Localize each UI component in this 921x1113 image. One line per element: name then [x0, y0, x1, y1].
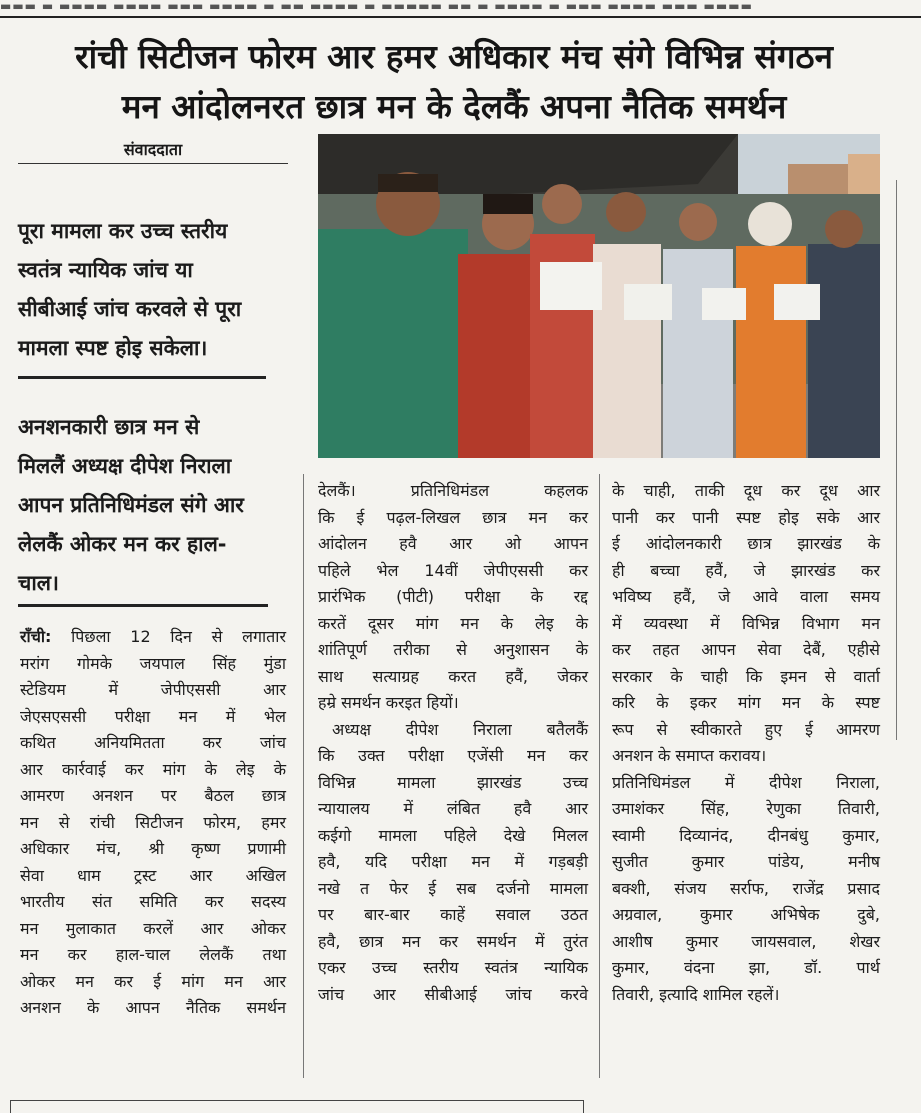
- article-line: आशीष कुमार जायसवाल, शेखर: [612, 931, 880, 951]
- article-line: हवै, छात्र मन कर समर्थन में तुरंत: [318, 931, 588, 951]
- next-article-box: [10, 1100, 584, 1113]
- article-line: अधिकार मंच, श्री कृष्ण प्रणामी: [20, 839, 286, 858]
- adjacent-article-fragment: [906, 220, 921, 740]
- article-line: उमाशंकर सिंह, रेणुका तिवारी,: [612, 799, 880, 818]
- pullquote-line: अनशनकारी छात्र मन से: [18, 415, 200, 439]
- article-line: कर तहत आपन सेवा देबैं, एहीसे: [612, 640, 880, 659]
- protest-photo-illustration: [318, 134, 880, 458]
- article-line: अनशन के समाप्त करावय।: [612, 746, 767, 765]
- dateline: राँची:: [20, 627, 52, 646]
- article-line: प्रारंभिक (पीटी) परीक्षा के रद्द: [318, 587, 588, 606]
- article-line: मन कर हाल-चाल लेलकैं तथा: [20, 945, 286, 964]
- article-line: विभिन्न मामला झारखंड उच्च: [318, 772, 588, 792]
- article-line: बक्शी, संजय सर्राफ, राजेंद्र प्रसाद: [612, 878, 880, 898]
- article-line: करि के इकर मांग मन के स्पष्ट: [612, 693, 880, 712]
- article-line: जेएसएससी परीक्षा मन में भेल: [20, 706, 286, 726]
- article-line: कि उक्त परीक्षा एजेंसी मन कर: [318, 746, 588, 765]
- article-line: मरांग गोमके जयपाल सिंह मुंडा: [20, 653, 286, 673]
- article-line: न्यायालय में लंबित हवै आर: [318, 799, 588, 818]
- article-line: ई आंदोलनकारी छात्र झारखंड के: [612, 534, 880, 553]
- article-column-2: [318, 478, 588, 1008]
- article-line: मन मुलाकात करलें आर ओकर: [20, 918, 286, 938]
- article-line: अग्रवाल, कुमार अभिषेक दुबे,: [612, 905, 880, 924]
- pullquote-line: पूरा मामला कर उच्च स्तरीय: [18, 219, 228, 243]
- article-line: ही बच्चा हवैं, जे झारखंड कर: [612, 560, 880, 580]
- article-line: आर कार्रवाई कर मांग के लेइ के: [20, 759, 286, 779]
- article-line: ओकर मन कर ई मांग मन आर: [20, 971, 286, 991]
- pullquote-rule: [18, 376, 266, 379]
- headline-line-2: मन आंदोलनरत छात्र मन के देलकैं अपना नैतिक समर्थन: [121, 87, 787, 126]
- pullquote-line: स्वतंत्र न्यायिक जांच या: [18, 258, 193, 282]
- article-line: अध्यक्ष दीपेश निराला बतैलकैं: [332, 719, 588, 739]
- article-line: कथित अनियमितता कर जांच: [20, 733, 286, 752]
- article-line: सरकार के चाही कि इमन से वार्ता: [612, 666, 880, 686]
- article-line: हवै, यदि परीक्षा मन में गड़बड़ी: [318, 852, 588, 871]
- right-edge-rule: [896, 180, 897, 740]
- article-line: पानी कर पानी स्पष्ट होइ सके आर: [612, 507, 880, 527]
- article-line: देलकैं। प्रतिनिधिमंडल कहलक: [318, 481, 588, 500]
- article-line: हम्रे समर्थन करइत हियों।: [318, 693, 459, 712]
- column-divider: [303, 474, 304, 1078]
- article-line: स्वामी दिव्यानंद, दीनबंधु कुमार,: [612, 825, 880, 845]
- article-line: कि ई पढ़ल-लिखल छात्र मन कर: [318, 507, 588, 527]
- article-line: सेवा धाम ट्रस्ट आर अखिल: [20, 865, 286, 885]
- article-line: सुजीत कुमार पांडेय, मनीष: [612, 852, 880, 871]
- pullquote-1: [18, 212, 288, 368]
- pullquote-2: [18, 408, 288, 603]
- pullquote-line: आपन प्रतिनिधिमंडल संगे आर: [18, 493, 244, 517]
- pullquote-line: लेलकैं ओकर मन कर हाल-: [18, 532, 227, 556]
- headline: [14, 32, 894, 132]
- article-line: भविष्य हवैं, जे आवे वाला समय: [612, 587, 880, 606]
- article-line: मन से रांची सिटीजन फोरम, हमर: [20, 812, 286, 832]
- article-line: राँची: पिछला 12 दिन से लगातार: [20, 627, 286, 646]
- pullquote-line: मिललैं अध्यक्ष दीपेश निराला: [18, 454, 232, 478]
- article-line: नखे त फेर ई सब दर्जनो मामला: [318, 878, 588, 898]
- pullquote-line: सीबीआई जांच करवले से पूरा: [18, 297, 242, 321]
- article-line: पहिले भेल 14वीं जेपीएससी कर: [318, 560, 588, 580]
- column-divider: [599, 474, 600, 1078]
- headline-line-1: रांची सिटीजन फोरम आर हमर अधिकार मंच संगे विभिन्न संगठन: [75, 37, 833, 76]
- article-line: भारतीय संत समिति कर सदस्य: [20, 892, 286, 911]
- pullquote-line: मामला स्पष्ट होइ सकेला।: [18, 336, 208, 360]
- article-column-1: [20, 624, 286, 1022]
- article-line: पर बार-बार काहें सवाल उठत: [318, 905, 588, 924]
- article-line: तिवारी, इत्यादि शामिल रहलें।: [612, 984, 780, 1004]
- article-line: करतें दूसर मांग मन के लेइ के: [318, 613, 588, 633]
- article-line: एकर उच्च स्तरीय स्वतंत्र न्यायिक: [318, 958, 588, 977]
- news-photo: [318, 134, 880, 458]
- top-rule: [0, 16, 921, 18]
- article-line: आंदोलन हवै आर ओ आपन: [318, 534, 588, 553]
- article-line: अनशन के आपन नैतिक समर्थन: [20, 998, 286, 1017]
- article-line: कईगो मामला पहिले देखे मिलल: [318, 825, 588, 845]
- previous-article-fragment: ▬▬▬ ▬ ▬▬▬▬ ▬▬▬▬ ▬▬▬ ▬▬▬▬ ▬ ▬▬ ▬▬▬▬ ▬ ▬▬▬▬▬ ▬▬ ▬ ▬▬▬▬ ▬ ▬▬▬ ▬▬▬▬ ▬▬▬ ▬▬▬▬: [0, 0, 753, 13]
- article-line: साथ सत्याग्रह करत हवैं, जेकर: [318, 666, 588, 686]
- article-line: प्रतिनिधिमंडल में दीपेश निराला,: [612, 772, 880, 792]
- article-line: शांतिपूर्ण तरीका से अनुशासन के: [318, 640, 588, 659]
- pullquote-rule: [18, 604, 268, 607]
- byline: संवाददाता: [18, 137, 288, 164]
- article-line: में व्यवस्था में विभिन्न विभाग मन: [612, 613, 880, 633]
- article-line: जांच आर सीबीआई जांच करवे: [318, 984, 588, 1004]
- article-line: रूप से स्वीकारते हुए ई आमरण: [612, 719, 880, 739]
- article-line: स्टेडियम में जेपीएससी आर: [20, 680, 286, 699]
- article-column-3: [612, 478, 880, 1008]
- article-line: कुमार, वंदना झा, डॉ. पार्थ: [612, 958, 880, 977]
- article-line: आमरण अनशन पर बैठल छात्र: [20, 786, 286, 805]
- pullquote-line: चाल।: [18, 571, 59, 595]
- article-line: के चाही, ताकी दूध कर दूध आर: [612, 481, 880, 500]
